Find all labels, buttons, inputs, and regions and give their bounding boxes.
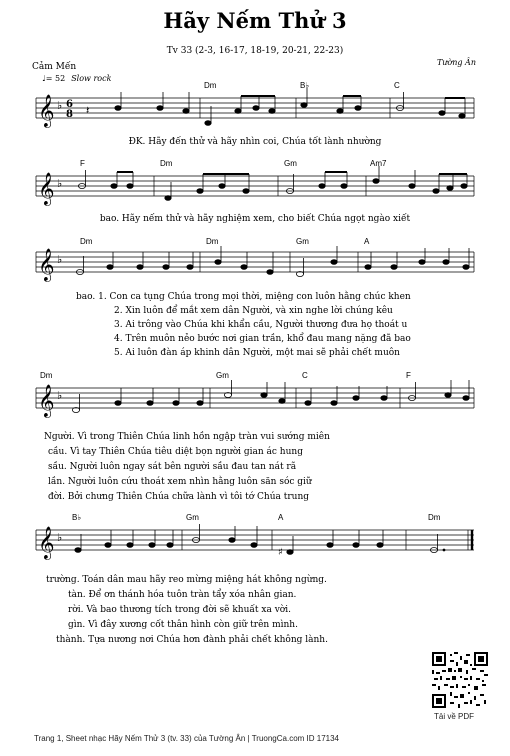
lyric-line: thành. Tựa nương nơi Chúa hơn đành phải chết không lành.: [56, 635, 328, 645]
treble-clef-icon: 𝄞: [38, 384, 55, 417]
lyric-line: Người. Vì trong Thiên Chúa linh hồn ngập tràn vui sướng miên: [44, 432, 330, 442]
flat-key-icon: ♭: [57, 531, 63, 544]
sharp-icon: ♯: [278, 547, 283, 558]
flat-key-icon: ♭: [57, 389, 63, 402]
chord: Am7: [370, 159, 387, 168]
qr-code-icon[interactable]: [432, 652, 488, 708]
staff-system-5: [0, 510, 510, 574]
composer: Tường Ân: [436, 58, 476, 67]
chord: Gm: [296, 237, 309, 246]
download-pdf-link[interactable]: Tải về PDF: [434, 712, 475, 721]
chord: C: [394, 81, 400, 90]
chord: B♭: [72, 513, 82, 522]
flat-key-icon: ♭: [57, 253, 63, 266]
song-title: Hãy Nếm Thử 3: [163, 8, 347, 33]
lyric-line: trường. Toán dân mau hãy reo mừng miệng hát không ngừng.: [46, 575, 327, 585]
author-left: Cảm Mến: [32, 62, 77, 72]
lyric-line: 5. Ai luôn đàn áp khinh dân Người, một mai sẽ phải chết muôn: [114, 348, 400, 358]
lyric-line: cầu. Vì tay Thiên Chúa tiêu diệt bọn người gian ác hung: [48, 447, 303, 457]
chord: A: [364, 237, 370, 246]
lyric-line: 2. Xin luôn để mắt xem dân Người, và xin nghe lời chúng kêu: [114, 306, 393, 316]
chord: Dm: [206, 237, 219, 246]
lyric-line: gìn. Vì đây xương cốt thân hình còn giữ trên mình.: [68, 620, 298, 630]
svg-text:𝄽: 𝄽: [86, 104, 90, 117]
lyric-line: bao. 1. Con ca tụng Chúa trong mọi thời, miệng con luôn hằng chúc khen: [76, 292, 411, 302]
flat-key-icon: ♭: [57, 177, 63, 190]
svg-text:6: 6: [66, 99, 73, 110]
lyric-line: đời. Bởi chưng Thiên Chúa chữa lành vì tôi tớ Chúa trung: [48, 492, 309, 502]
tempo-value: ♩= 52: [42, 74, 66, 83]
lyric-line: bao. Hãy nếm thử và hãy nghiệm xem, cho biết Chúa ngọt ngào xiết: [99, 214, 411, 224]
chord: Gm: [186, 513, 199, 522]
chord: Dm: [204, 81, 217, 90]
chord: Dm: [40, 371, 53, 380]
page-footer: Trang 1, Sheet nhạc Hãy Nếm Thử 3 (tv. 33) của Tường Ân | TruongCa.com ID 17134: [34, 734, 339, 743]
staff-system-4: [0, 368, 510, 430]
lyric-line: sầu. Người luôn ngay sát bên người sầu đau tan nát rã: [48, 462, 297, 472]
chord: Dm: [428, 513, 441, 522]
chord: Dm: [160, 159, 173, 168]
song-subtitle: Tv 33 (2-3, 16-17, 18-19, 20-21, 22-23): [166, 46, 344, 56]
lyric-line: tàn. Để ơn thánh hóa tuôn tràn tẩy xóa nhân gian.: [68, 590, 297, 600]
lyric-line: lần. Người luôn cứu thoát xem nhìn hằng luôn săn sóc giữ: [48, 477, 312, 487]
flat-key-icon: ♭: [57, 99, 63, 112]
chord: C: [302, 371, 308, 380]
lyric-line: 3. Ai trông vào Chúa khi khẩn cầu, Người thương đưa họ thoát u: [114, 320, 408, 330]
chord: A: [278, 513, 284, 522]
lyric-line: 4. Trên muôn nẻo bước nơi gian trần, khổ đau mang nặng đã bao: [114, 334, 411, 344]
chord: F: [406, 371, 411, 380]
treble-clef-icon: 𝄞: [38, 94, 55, 127]
chord: B♭: [300, 81, 310, 90]
tempo-style: Slow rock: [71, 74, 112, 83]
chord: F: [80, 159, 85, 168]
staff-system-3: [0, 234, 510, 296]
chord: Gm: [284, 159, 297, 168]
treble-clef-icon: 𝄞: [38, 172, 55, 205]
treble-clef-icon: 𝄞: [38, 248, 55, 281]
chord: Dm: [80, 237, 93, 246]
lyric-line: ĐK. Hãy đến thử và hãy nhìn coi, Chúa tốt lành nhường: [128, 137, 382, 147]
chord: Gm: [216, 371, 229, 380]
lyric-line: rời. Và bao thương tích trong đời sẽ khuất xa vời.: [68, 605, 291, 615]
treble-clef-icon: 𝄞: [38, 526, 55, 559]
svg-text:8: 8: [66, 109, 73, 120]
